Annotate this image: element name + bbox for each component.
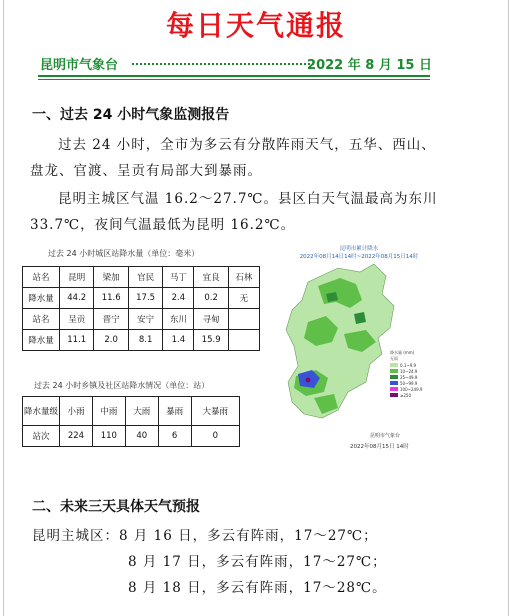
table-cell: 站名: [23, 267, 60, 288]
table-row: [23, 309, 260, 330]
forecast-text: 8 月 18 日，多云有阵雨，17～28℃。: [128, 580, 387, 596]
table-cell: 安宁: [128, 309, 162, 330]
dotted-leader: [132, 63, 314, 65]
table-cell: 0: [191, 426, 239, 447]
table-cell: 石林: [228, 267, 259, 288]
table-cell: 马丁: [163, 267, 194, 288]
legend-swatch: [390, 363, 398, 367]
forecast-lead: 昆明主城区：: [32, 528, 119, 544]
table-cell: 大暴雨: [191, 397, 239, 426]
table-cell: 2.4: [163, 288, 194, 309]
legend-sub: 无雨: [390, 356, 398, 361]
map-point: [306, 378, 311, 383]
table-row: [23, 426, 240, 447]
map-title: 昆明市累计降水: [339, 246, 379, 252]
source-line: [40, 54, 432, 72]
section1-para2: 昆明主城区气温 16.2～27.7℃。县区白天气温最高为东川 33.7℃，夜间气温最低为昆明 16.2℃。: [30, 191, 438, 233]
table-row: [23, 288, 260, 309]
table-cell: 小雨: [60, 397, 93, 426]
table-cell: 224: [60, 426, 93, 447]
table-cell: 6: [158, 426, 191, 447]
map-region: [354, 312, 366, 324]
table-cell: 11.6: [94, 288, 128, 309]
table-cell: 降水量: [23, 330, 60, 351]
legend-swatch: [390, 375, 398, 379]
table-row: [23, 330, 260, 351]
map-credit: 昆明市气象台: [370, 433, 401, 439]
legend-label: 0.1~9.9: [400, 362, 417, 368]
table-cell: 1.4: [163, 330, 194, 351]
rain-table: [22, 266, 260, 351]
legend-swatch: [390, 387, 398, 391]
map-legend: [390, 350, 430, 398]
table-cell: 11.1: [60, 330, 94, 351]
section1-para1: 过去 24 小时，全市为多云有分散阵雨天气，五华、西山、盘龙、官渡、呈贡有局部大到暴雨。: [30, 137, 436, 179]
table-cell: 无: [228, 288, 259, 309]
header-rule: [38, 75, 430, 77]
legend-swatch: [390, 393, 398, 397]
page-edge-right: [508, 0, 509, 616]
table-cell: 官民: [128, 267, 162, 288]
legend-label: ≥250: [400, 392, 411, 398]
header-rule-thin: [38, 79, 430, 80]
forecast-line: [128, 550, 387, 570]
map-subtitle: 2022年08月14日14时~2022年08月15日14时: [299, 254, 419, 260]
table-cell: 降水量: [23, 288, 60, 309]
org-name: 昆明市气象台: [40, 58, 119, 73]
table-cell: 8.1: [128, 330, 162, 351]
legend-label: 50~99.9: [400, 380, 418, 386]
rainfall-map: [278, 242, 440, 464]
section2-heading: 二、未来三天具体天气预报: [32, 499, 200, 515]
legend-title: 降水量 (mm): [390, 350, 415, 355]
doc-title: 每日天气通报: [165, 9, 346, 42]
forecast-text: 8 月 16 日，多云有阵雨，17～27℃；: [119, 528, 378, 544]
table-cell: 暴雨: [158, 397, 191, 426]
legend-label: 10~24.9: [400, 368, 418, 374]
legend-label: 100~249.9: [400, 386, 423, 392]
map-credit-time: 2022年08月15日 14时: [350, 444, 409, 450]
table-cell: 晋宁: [94, 309, 128, 330]
page-edge-left: [3, 0, 4, 616]
table-row: [23, 397, 240, 426]
table-cell: 东川: [163, 309, 194, 330]
forecast-text: 8 月 17 日，多云有阵雨，17～27℃；: [128, 554, 387, 570]
legend-swatch: [390, 369, 398, 373]
table-cell: 17.5: [128, 288, 162, 309]
legend-swatch: [390, 381, 398, 385]
legend-item: [390, 392, 430, 398]
table-cell: 降水量级: [23, 397, 60, 426]
table-cell: 宜良: [194, 267, 228, 288]
table-cell: 0.2: [194, 288, 228, 309]
rain-table-caption: 过去 24 小时城区站降水量（单位：毫米）: [48, 249, 200, 258]
section1-heading: 一、过去 24 小时气象监测报告: [32, 107, 230, 123]
table-cell: 寻甸: [194, 309, 228, 330]
town-table-caption: 过去 24 小时乡镇及社区站降水情况（单位：站）: [34, 381, 210, 390]
table-cell: 40: [125, 426, 158, 447]
table-cell: 呈贡: [60, 309, 94, 330]
table-cell: 44.2: [60, 288, 94, 309]
table-cell: 15.9: [194, 330, 228, 351]
table-row: [23, 267, 260, 288]
table-cell: [228, 330, 259, 351]
forecast-line: [32, 524, 378, 544]
table-cell: [228, 309, 259, 330]
table-cell: 2.0: [94, 330, 128, 351]
table-cell: 中雨: [92, 397, 125, 426]
table-cell: 大雨: [125, 397, 158, 426]
table-cell: 110: [92, 426, 125, 447]
table-cell: 站名: [23, 309, 60, 330]
table-cell: 梁加: [94, 267, 128, 288]
legend-label: 25~49.9: [400, 374, 418, 380]
report-date: 2022 年 8 月 15 日: [307, 58, 432, 73]
town-table: [22, 396, 240, 447]
table-cell: 昆明: [60, 267, 94, 288]
table-cell: 站次: [23, 426, 60, 447]
forecast-line: [128, 576, 387, 596]
